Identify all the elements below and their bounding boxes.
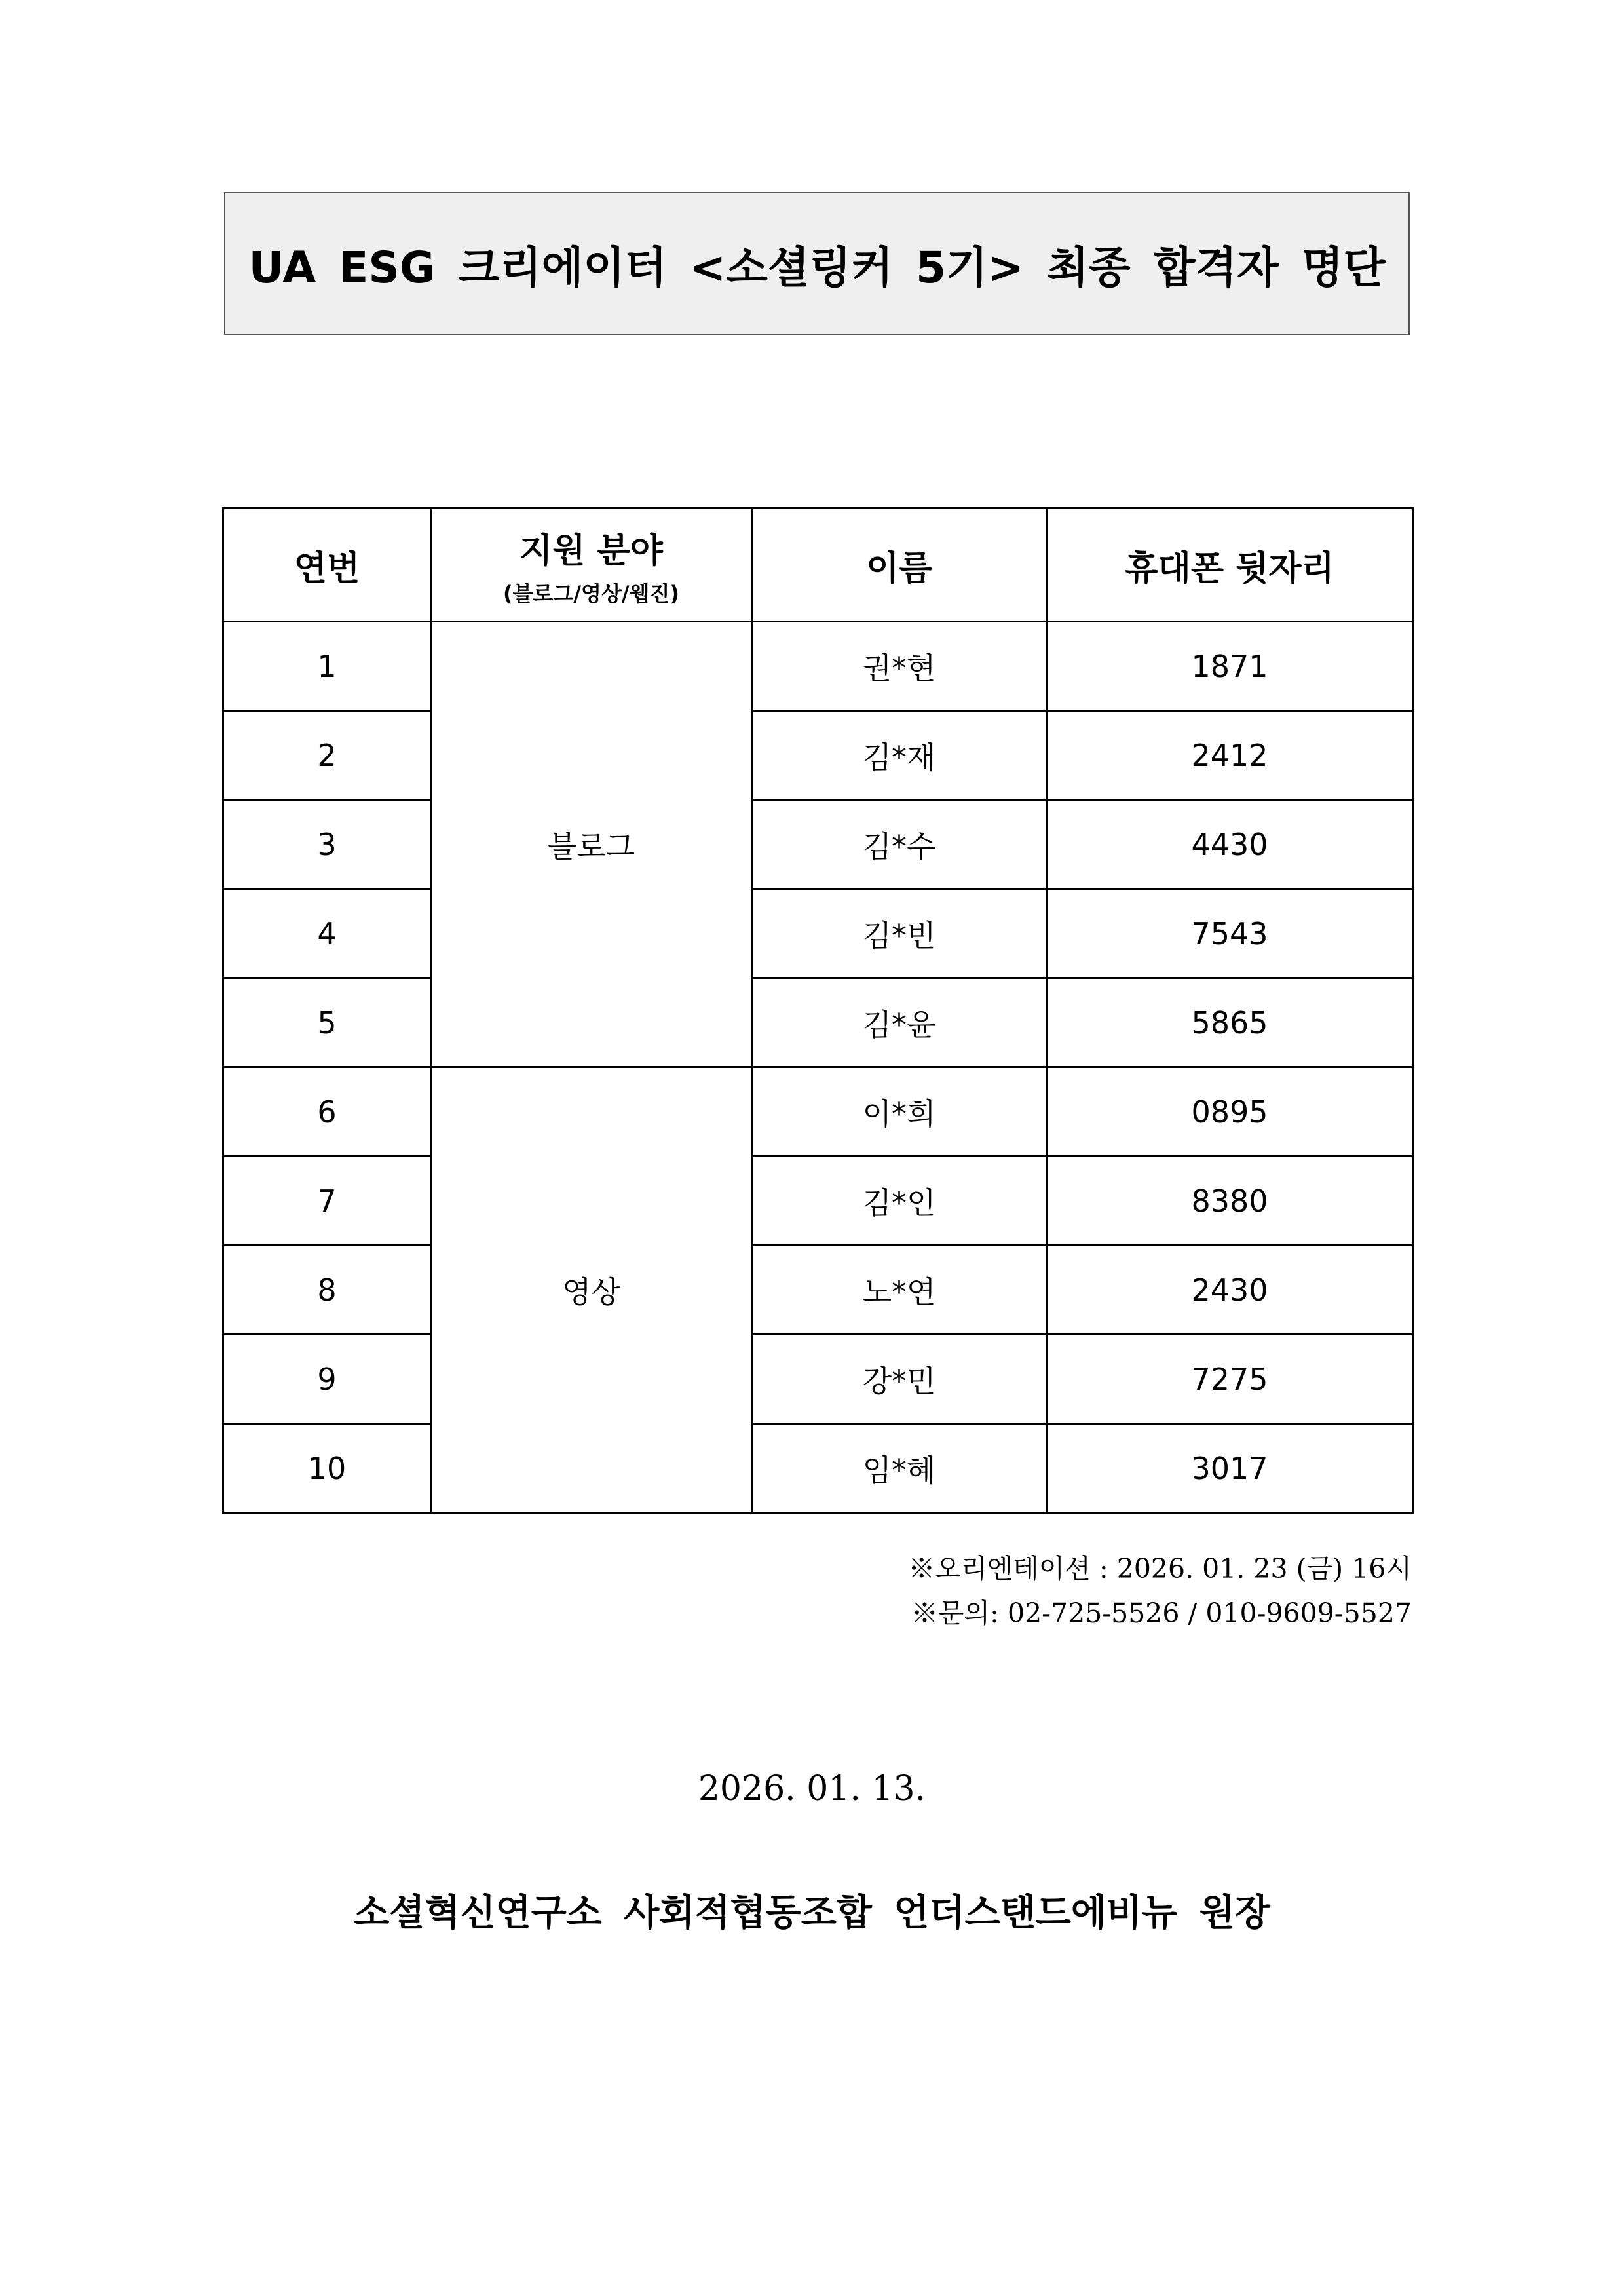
issue-date: 2026. 01. 13.	[698, 1769, 926, 1808]
header-name: 이름	[752, 508, 1047, 622]
cell-no: 9	[223, 1335, 431, 1424]
table-row	[223, 1067, 1413, 1157]
cell-no: 6	[223, 1067, 431, 1157]
orientation-note: ※오리엔테이션 : 2026. 01. 23 (금) 16시	[908, 1553, 1412, 1584]
cell-phone: 1871	[1047, 622, 1413, 711]
cell-phone: 0895	[1047, 1067, 1413, 1157]
cell-no: 4	[223, 889, 431, 978]
table-row	[223, 1424, 1413, 1513]
table-row	[223, 889, 1413, 978]
cell-name: 임*혜	[752, 1424, 1047, 1513]
notes	[908, 1546, 1412, 1636]
document-title: UA ESG 크리에이터 <소셜링커 5기> 최종 합격자 명단	[248, 242, 1386, 293]
cell-name: 이*희	[752, 1067, 1047, 1157]
cell-name: 김*인	[752, 1157, 1047, 1246]
table-row	[223, 1335, 1413, 1424]
header-field	[431, 508, 752, 622]
table-row	[223, 1157, 1413, 1246]
cell-no: 1	[223, 622, 431, 711]
cell-phone: 4430	[1047, 800, 1413, 889]
table-row	[223, 800, 1413, 889]
cell-name: 노*연	[752, 1246, 1047, 1335]
table-row	[223, 978, 1413, 1067]
cell-no: 10	[223, 1424, 431, 1513]
cell-field-video: 영상	[431, 1067, 752, 1513]
title-box	[224, 192, 1410, 335]
table-row	[223, 711, 1413, 800]
header-no: 연번	[223, 508, 431, 622]
cell-phone: 2430	[1047, 1246, 1413, 1335]
finalist-table	[222, 507, 1414, 1514]
table-header-row	[223, 508, 1413, 622]
header-field-label: 지원 분야	[519, 531, 664, 571]
cell-phone: 7275	[1047, 1335, 1413, 1424]
cell-no: 5	[223, 978, 431, 1067]
table-row	[223, 1246, 1413, 1335]
cell-no: 8	[223, 1246, 431, 1335]
cell-phone: 2412	[1047, 711, 1413, 800]
cell-name: 권*현	[752, 622, 1047, 711]
cell-phone: 7543	[1047, 889, 1413, 978]
cell-name: 김*재	[752, 711, 1047, 800]
signature: 소셜혁신연구소 사회적협동조합 언더스탠드에비뉴 원장	[354, 1892, 1270, 1934]
cell-field-blog: 블로그	[431, 622, 752, 1067]
cell-name: 강*민	[752, 1335, 1047, 1424]
cell-no: 7	[223, 1157, 431, 1246]
cell-no: 3	[223, 800, 431, 889]
header-field-sub: (블로그/영상/웹진)	[502, 581, 679, 606]
cell-name: 김*수	[752, 800, 1047, 889]
cell-name: 김*윤	[752, 978, 1047, 1067]
cell-phone: 5865	[1047, 978, 1413, 1067]
contact-note: ※문의: 02-725-5526 / 010-9609-5527	[911, 1598, 1412, 1629]
header-phone: 휴대폰 뒷자리	[1047, 508, 1413, 622]
cell-phone: 3017	[1047, 1424, 1413, 1513]
table-row	[223, 622, 1413, 711]
cell-no: 2	[223, 711, 431, 800]
cell-phone: 8380	[1047, 1157, 1413, 1246]
cell-name: 김*빈	[752, 889, 1047, 978]
